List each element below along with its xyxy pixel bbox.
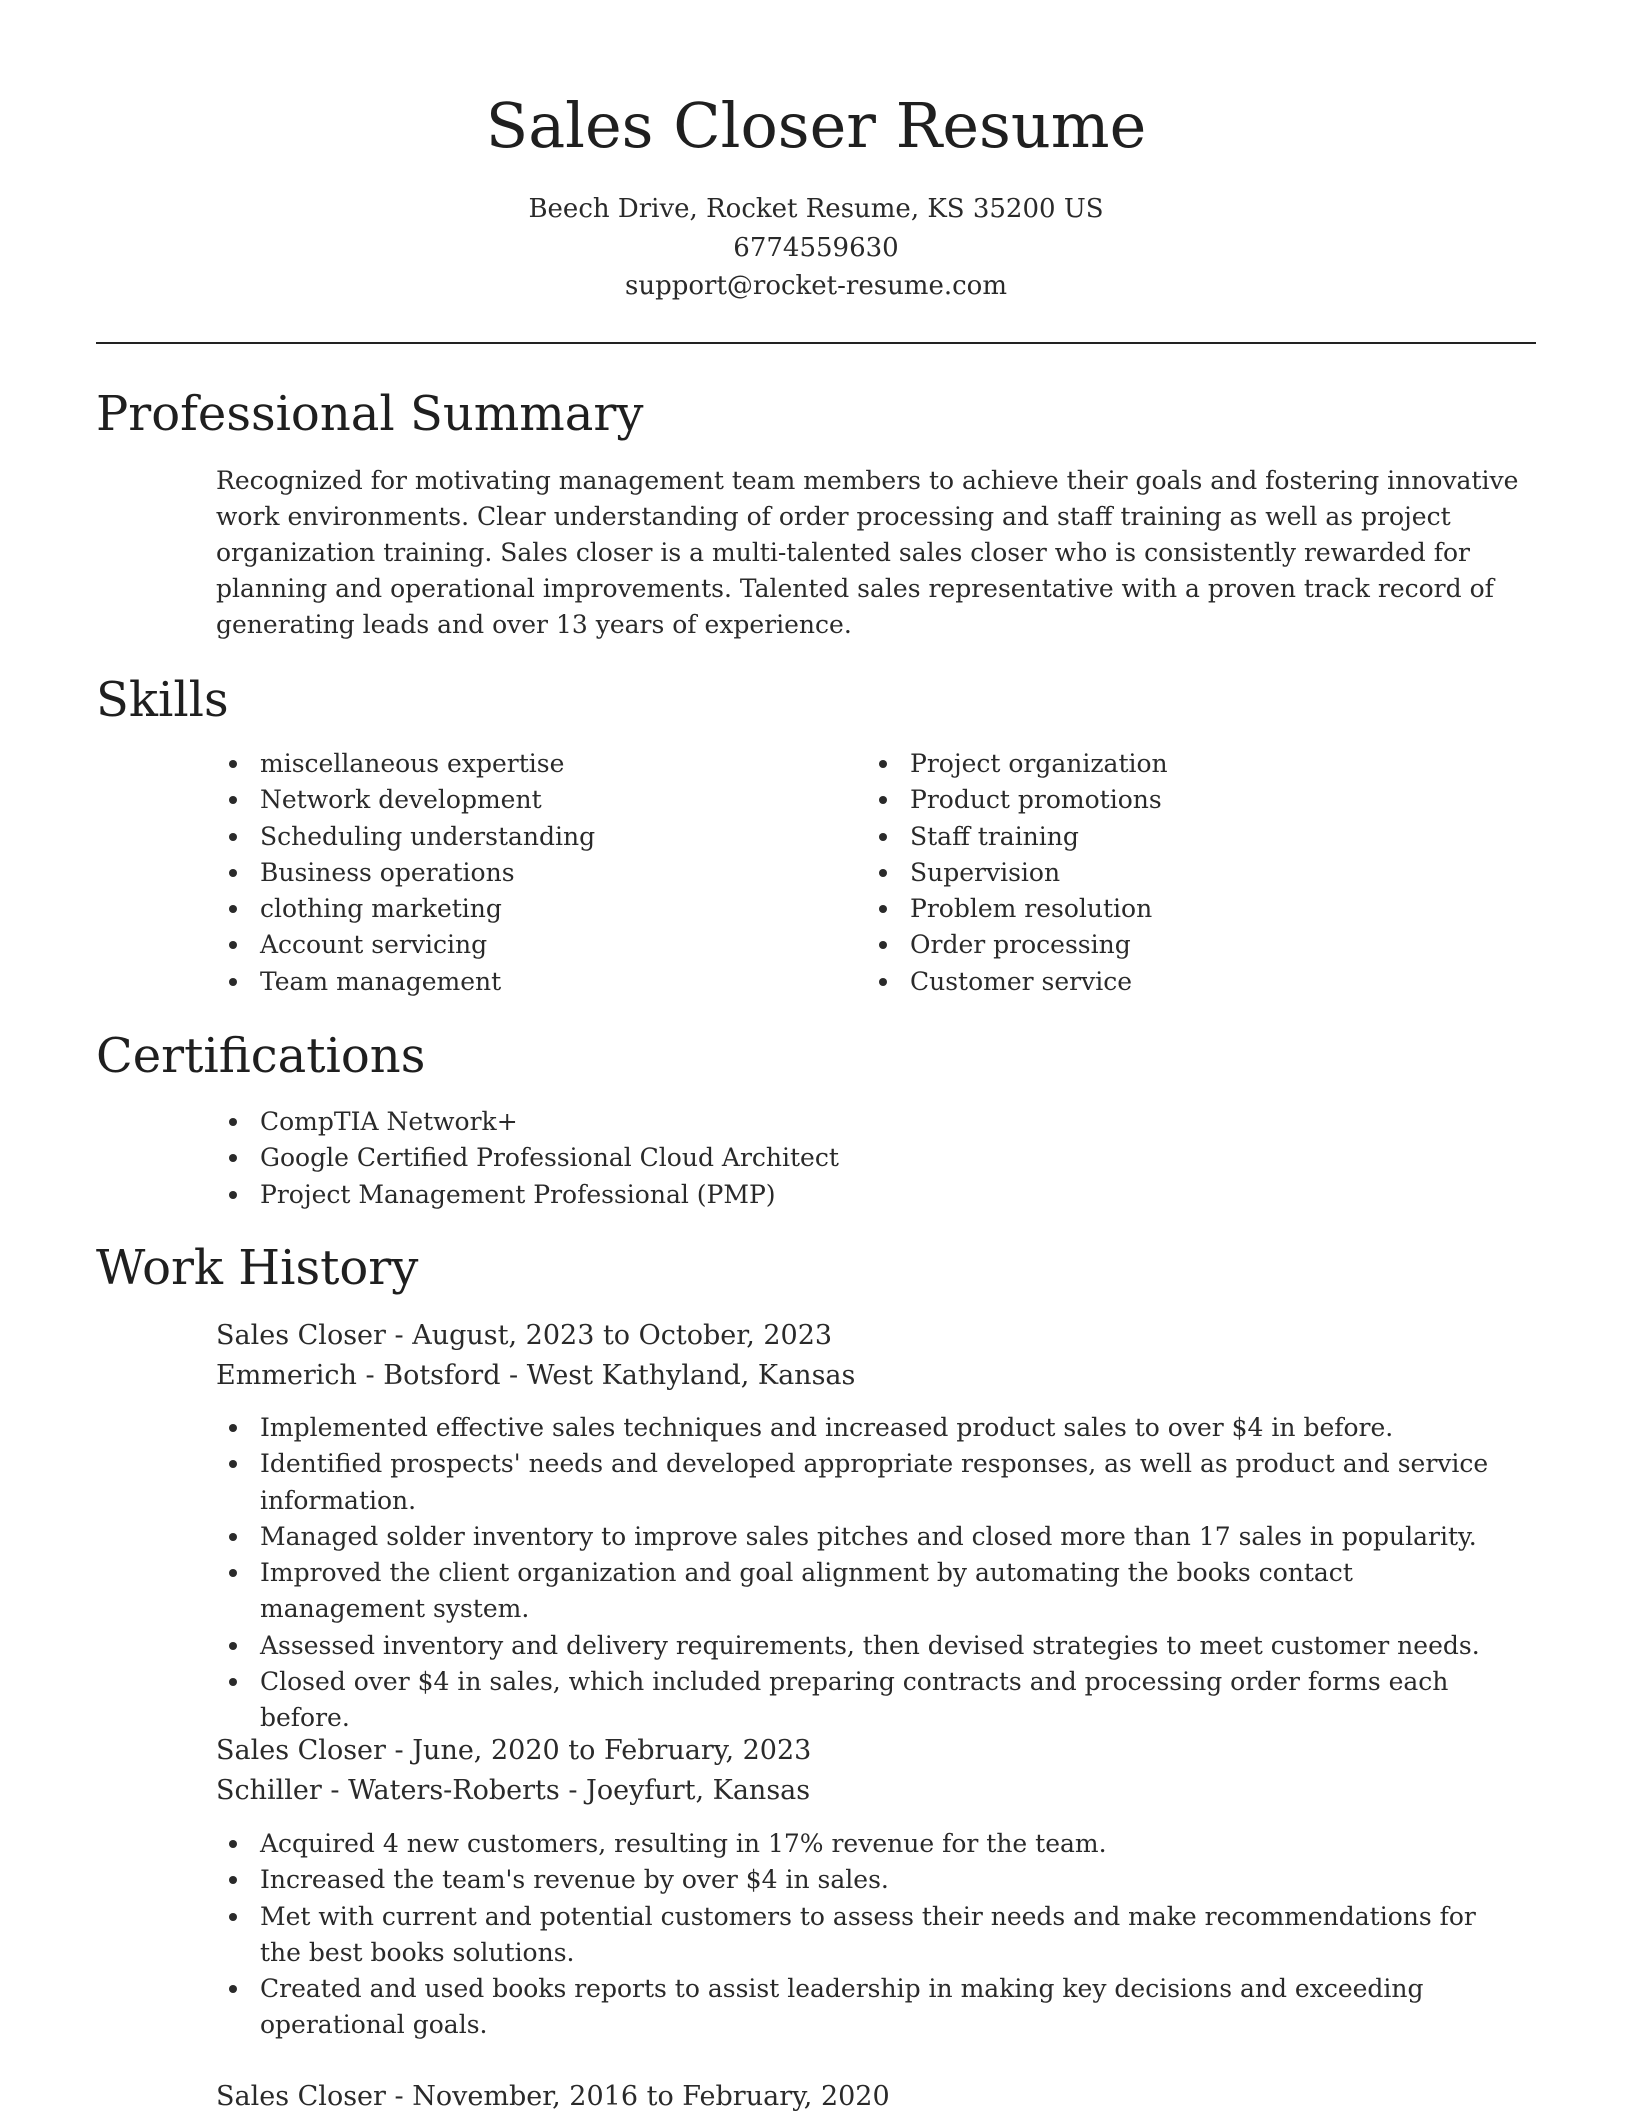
skill-item: Customer service [866, 964, 1466, 1000]
job-title-line: Sales Closer - August, 2023 to October, 2023 [216, 1320, 833, 1351]
contact-phone: 6774559630 [733, 233, 899, 263]
skill-item: Network development [216, 782, 816, 818]
skill-item: Project organization [866, 746, 1466, 782]
certification-item: Google Certified Professional Cloud Architect [216, 1140, 1416, 1176]
resume-title: Sales Closer Resume [485, 89, 1147, 162]
bullet-icon [229, 760, 237, 768]
bullet-icon [879, 760, 887, 768]
job-bullet: Created and used books reports to assist leadership in making key decisions and exceeding operational goals. [216, 1971, 1516, 2044]
certifications-heading: Certifications [96, 1028, 426, 1084]
bullet-icon [879, 833, 887, 841]
contact-email: support@rocket-resume.com [624, 271, 1007, 301]
bullet-icon [229, 1533, 237, 1541]
job-bullet: Implemented effective sales techniques and increased product sales to over $4 in before. [216, 1410, 1516, 1446]
skill-item: miscellaneous expertise [216, 746, 816, 782]
bullet-icon [879, 978, 887, 986]
bullet-icon [229, 1191, 237, 1199]
bullet-icon [229, 796, 237, 804]
job-bullet: Identified prospects' needs and developed appropriate responses, as well as product and service information. [216, 1446, 1516, 1519]
bullet-icon [229, 1569, 237, 1577]
bullet-icon [229, 1985, 237, 1993]
work-history-heading: Work History [96, 1240, 419, 1296]
job-bullet: Managed solder inventory to improve sales pitches and closed more than 17 sales in popularity. [216, 1519, 1516, 1555]
job-title-line: Sales Closer - June, 2020 to February, 2023 [216, 1735, 812, 1766]
skills-heading: Skills [96, 672, 229, 728]
job-bullet: Closed over $4 in sales, which included preparing contracts and processing order forms each before. [216, 1664, 1516, 1737]
bullet-icon [229, 833, 237, 841]
bullet-icon [229, 1678, 237, 1686]
job-bullet: Improved the client organization and goal alignment by automating the books contact management system. [216, 1555, 1516, 1628]
bullet-icon [229, 1913, 237, 1921]
job-company-line: Emmerich - Botsford - West Kathyland, Kansas [216, 1360, 856, 1391]
job-title-line: Sales Closer - November, 2016 to February, 2020 [216, 2081, 890, 2112]
skill-item: Product promotions [866, 782, 1466, 818]
job-bullets [216, 1826, 1516, 2044]
skill-item: Account servicing [216, 927, 816, 963]
summary-heading: Professional Summary [96, 386, 644, 442]
job-bullet: Acquired 4 new customers, resulting in 17% revenue for the team. [216, 1826, 1516, 1862]
contact-address: Beech Drive, Rocket Resume, KS 35200 US [528, 194, 1104, 224]
certification-item: CompTIA Network+ [216, 1104, 1416, 1140]
job-bullets [216, 1410, 1516, 1737]
bullet-icon [229, 869, 237, 877]
skill-item: Team management [216, 964, 816, 1000]
bullet-icon [879, 941, 887, 949]
skill-item: Problem resolution [866, 891, 1466, 927]
bullet-icon [229, 1642, 237, 1650]
job-bullet: Increased the team's revenue by over $4 in sales. [216, 1862, 1516, 1898]
bullet-icon [229, 1840, 237, 1848]
job-company-line: Schiller - Waters-Roberts - Joeyfurt, Kansas [216, 1775, 811, 1806]
bullet-icon [879, 869, 887, 877]
bullet-icon [879, 796, 887, 804]
summary-text: Recognized for motivating management team members to achieve their goals and fostering innovative work environments. Clear understanding of order processing and staff training as well as project organization training. Sales closer is a multi-talented sales closer who is consistently rewarded for planning and operational improvements. Talented sales representative with a proven track record of generating leads and over 13 years of experience. [216, 466, 1519, 639]
bullet-icon [229, 978, 237, 986]
skill-item: Staff training [866, 819, 1466, 855]
skill-item: clothing marketing [216, 891, 816, 927]
bullet-icon [229, 941, 237, 949]
skill-item: Supervision [866, 855, 1466, 891]
skill-item: Order processing [866, 927, 1466, 963]
bullet-icon [229, 1876, 237, 1884]
certifications-list [216, 1104, 1416, 1213]
skills-list-left [216, 746, 816, 1000]
bullet-icon [229, 1460, 237, 1468]
bullet-icon [879, 905, 887, 913]
bullet-icon [229, 905, 237, 913]
certification-item: Project Management Professional (PMP) [216, 1177, 1416, 1213]
skill-item: Business operations [216, 855, 816, 891]
skills-list-right [866, 746, 1466, 1000]
bullet-icon [229, 1118, 237, 1126]
header-divider [96, 342, 1536, 344]
bullet-icon [229, 1424, 237, 1432]
skill-item: Scheduling understanding [216, 819, 816, 855]
job-bullet: Met with current and potential customers to assess their needs and make recommendations for the best books solutions. [216, 1899, 1516, 1972]
job-bullet: Assessed inventory and delivery requirements, then devised strategies to meet customer needs. [216, 1628, 1516, 1664]
bullet-icon [229, 1154, 237, 1162]
